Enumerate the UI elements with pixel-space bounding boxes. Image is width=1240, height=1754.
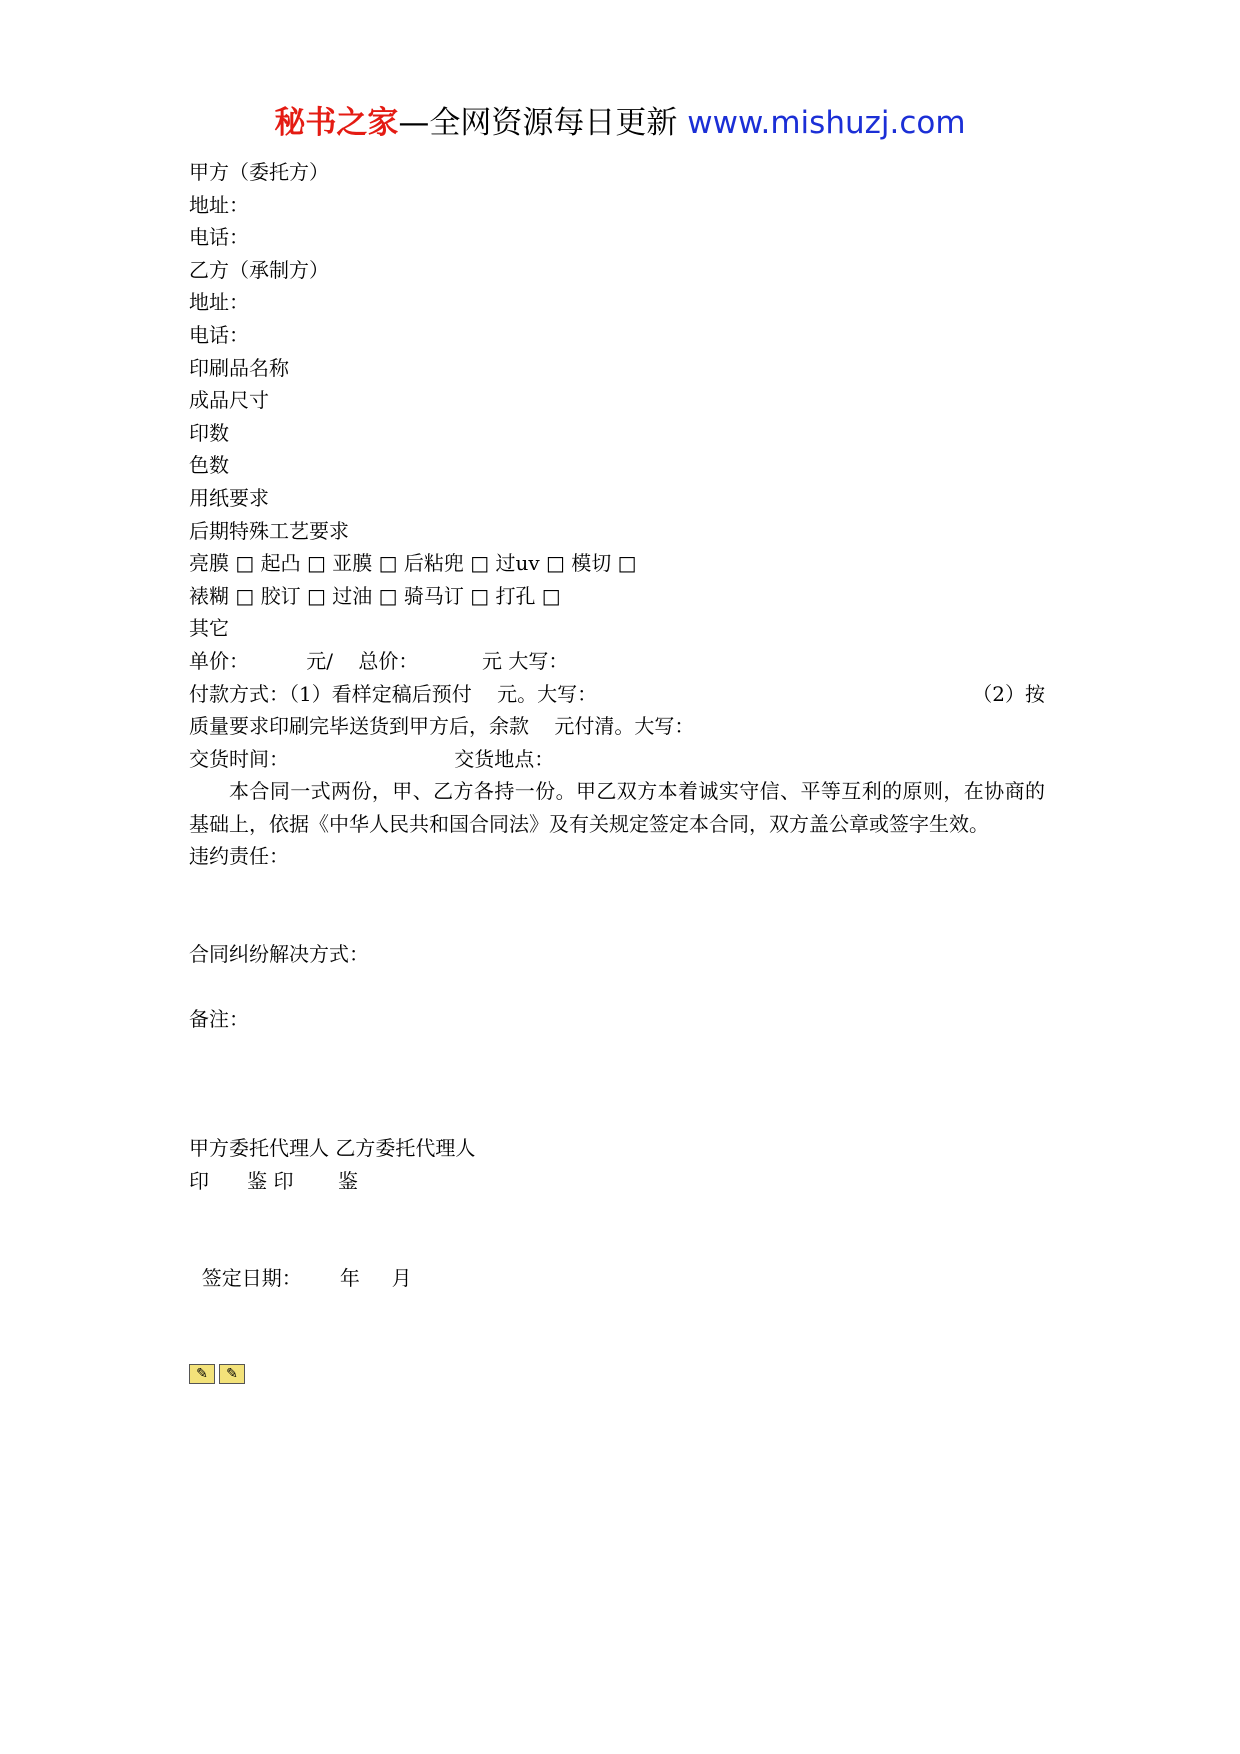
contract-body bbox=[189, 156, 1045, 1295]
payment-line-1 bbox=[189, 678, 1045, 711]
brand-name: 秘书之家 bbox=[274, 105, 399, 141]
finished-size: 成品尺寸 bbox=[189, 388, 269, 413]
payment-line-2: 质量要求印刷完毕送货到甲方后，余款 元付清。大写： bbox=[189, 714, 695, 739]
post-process-requirement: 后期特殊工艺要求 bbox=[189, 518, 349, 543]
party-a-label: 甲方（委托方） bbox=[189, 160, 329, 184]
party-b-label: 乙方（承制方） bbox=[189, 257, 329, 282]
party-b-address: 地址： bbox=[189, 290, 249, 315]
color-count: 色数 bbox=[189, 453, 229, 478]
party-a-phone: 电话： bbox=[189, 225, 249, 250]
agents-line: 甲方委托代理人 乙方委托代理人 bbox=[189, 1136, 476, 1161]
party-a-address: 地址： bbox=[189, 192, 249, 217]
site-header bbox=[0, 103, 1240, 143]
process-options-row-2: 裱糊 □ 胶订 □ 过油 □ 骑马订 □ 打孔 □ bbox=[189, 583, 561, 608]
contract-paragraph: 本合同一式两份，甲、乙方各持一份。甲乙双方本着诚实守信、平等互利的原则，在协商的基础上，依据《中华人民共和国合同法》及有关规定签定本合同，双方盖公章或签字生效。 bbox=[189, 779, 1045, 836]
party-b-phone: 电话： bbox=[189, 322, 249, 347]
doc-icon[interactable]: ✎ bbox=[189, 1364, 215, 1384]
print-quantity: 印数 bbox=[189, 420, 229, 445]
seals-line: 印 鉴 印 鉴 bbox=[189, 1168, 359, 1193]
price-line: 单价： 元/ 总价： 元 大写： bbox=[189, 648, 569, 673]
liability-label: 违约责任： bbox=[189, 844, 289, 869]
doc-icon[interactable]: ✎ bbox=[219, 1364, 245, 1384]
print-item-name: 印刷品名称 bbox=[189, 355, 289, 380]
process-options-row-1: 亮膜 □ 起凸 □ 亚膜 □ 后粘兜 □ 过uv □ 模切 □ bbox=[189, 551, 637, 576]
remarks-label: 备注： bbox=[189, 1006, 249, 1031]
signing-date-line: 签定日期： 年 月 bbox=[189, 1266, 412, 1291]
dispute-label: 合同纠纷解决方式： bbox=[189, 942, 369, 967]
header-slogan: —全网资源每日更新 bbox=[398, 105, 688, 141]
payment-term-1: 付款方式：（1）看样定稿后预付 元。大写： bbox=[189, 681, 598, 706]
payment-term-2-start: （2）按 bbox=[972, 681, 1045, 706]
site-url-link[interactable]: www.mishuzj.com bbox=[687, 105, 966, 141]
other-label: 其它 bbox=[189, 616, 229, 641]
paper-requirement: 用纸要求 bbox=[189, 485, 269, 510]
embedded-icons bbox=[189, 1364, 245, 1384]
delivery-line: 交货时间： 交货地点： bbox=[189, 746, 555, 771]
